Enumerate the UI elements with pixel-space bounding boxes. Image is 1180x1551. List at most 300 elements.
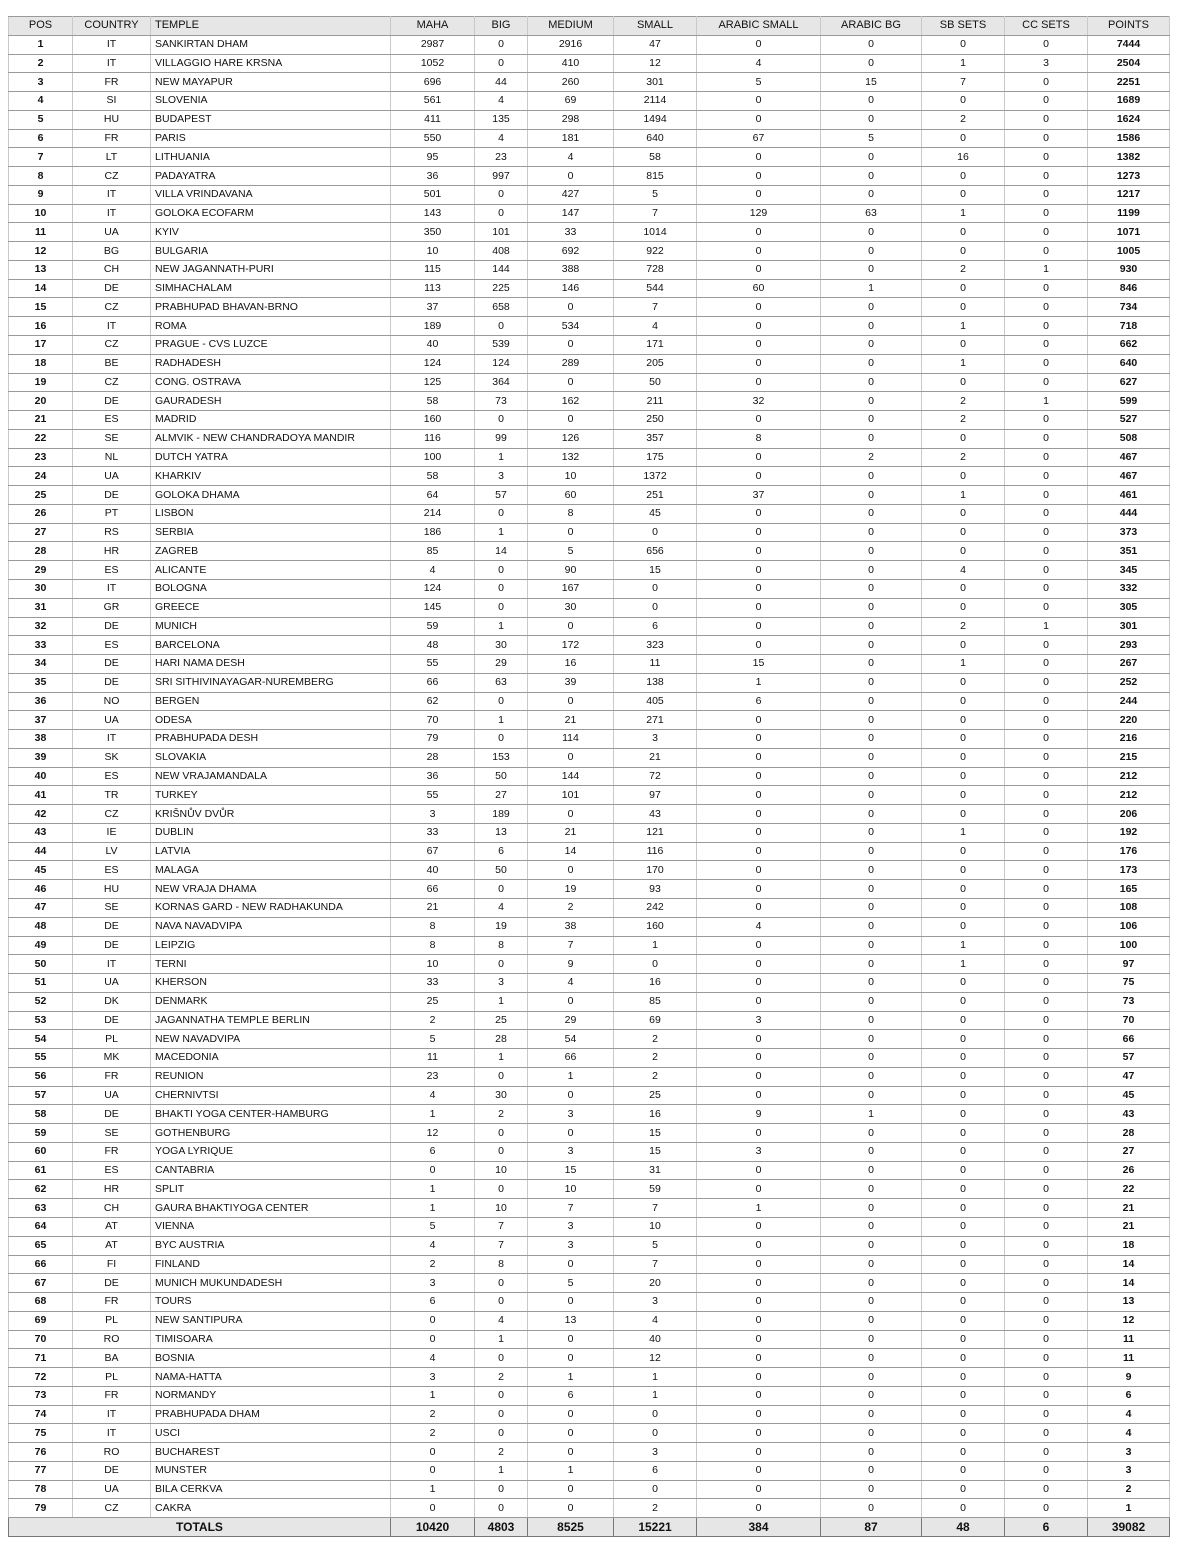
cell-big: 50 (475, 767, 528, 786)
cell-arabic-small: 4 (697, 917, 821, 936)
cell-cc-sets: 0 (1005, 992, 1088, 1011)
cell-points: 1382 (1088, 148, 1170, 167)
cell-pos: 5 (9, 110, 73, 129)
cell-pos: 70 (9, 1330, 73, 1349)
cell-country: FR (73, 1293, 151, 1312)
cell-big: 658 (475, 298, 528, 317)
cell-small: 0 (614, 1424, 697, 1443)
table-row (9, 748, 1170, 767)
cell-medium: 0 (528, 1424, 614, 1443)
cell-cc-sets: 0 (1005, 823, 1088, 842)
cell-temple: NEW VRAJAMANDALA (151, 767, 391, 786)
cell-maha: 124 (391, 354, 475, 373)
cell-maha: 8 (391, 936, 475, 955)
cell-arabic-bg: 0 (821, 1161, 922, 1180)
cell-pos: 14 (9, 279, 73, 298)
cell-small: 4 (614, 317, 697, 336)
cell-arabic-bg: 0 (821, 260, 922, 279)
cell-country: BG (73, 242, 151, 261)
table-row (9, 617, 1170, 636)
cell-country: SE (73, 1124, 151, 1143)
cell-arabic-bg: 0 (821, 486, 922, 505)
cell-temple: GREECE (151, 598, 391, 617)
cell-small: 116 (614, 842, 697, 861)
cell-arabic-bg: 63 (821, 204, 922, 223)
cell-country: SE (73, 429, 151, 448)
cell-big: 1 (475, 448, 528, 467)
total-sb-sets: 48 (922, 1518, 1005, 1537)
cell-country: CH (73, 1199, 151, 1218)
cell-maha: 2 (391, 1255, 475, 1274)
cell-big: 0 (475, 1142, 528, 1161)
cell-arabic-bg: 1 (821, 279, 922, 298)
cell-maha: 67 (391, 842, 475, 861)
cell-cc-sets: 0 (1005, 317, 1088, 336)
cell-medium: 0 (528, 1349, 614, 1368)
cell-arabic-small: 0 (697, 448, 821, 467)
cell-big: 1 (475, 617, 528, 636)
cell-medium: 0 (528, 1443, 614, 1462)
cell-pos: 29 (9, 561, 73, 580)
cell-cc-sets: 0 (1005, 223, 1088, 242)
cell-sb-sets: 0 (922, 1030, 1005, 1049)
cell-arabic-small: 0 (697, 411, 821, 430)
cell-sb-sets: 0 (922, 373, 1005, 392)
cell-arabic-bg: 0 (821, 1311, 922, 1330)
cell-big: 4 (475, 92, 528, 111)
table-row (9, 1030, 1170, 1049)
cell-medium: 0 (528, 1480, 614, 1499)
cell-medium: 5 (528, 542, 614, 561)
table-row (9, 974, 1170, 993)
cell-big: 3 (475, 467, 528, 486)
cell-maha: 55 (391, 786, 475, 805)
table-row (9, 486, 1170, 505)
cell-temple: KORNAS GARD - NEW RADHAKUNDA (151, 898, 391, 917)
cell-medium: 427 (528, 185, 614, 204)
cell-small: 25 (614, 1086, 697, 1105)
cell-arabic-small: 0 (697, 636, 821, 655)
cell-arabic-small: 0 (697, 110, 821, 129)
cell-cc-sets: 0 (1005, 110, 1088, 129)
cell-country: TR (73, 786, 151, 805)
cell-small: 16 (614, 1105, 697, 1124)
cell-country: MK (73, 1049, 151, 1068)
cell-small: 2 (614, 1049, 697, 1068)
cell-temple: KRIŠNŮV DVŮR (151, 805, 391, 824)
cell-country: DE (73, 1105, 151, 1124)
cell-points: 18 (1088, 1236, 1170, 1255)
cell-temple: PRABHUPADA DHAM (151, 1405, 391, 1424)
total-cc-sets: 6 (1005, 1518, 1088, 1537)
cell-maha: 40 (391, 336, 475, 355)
cell-pos: 47 (9, 898, 73, 917)
cell-temple: GAURA BHAKTIYOGA CENTER (151, 1199, 391, 1218)
cell-medium: 3 (528, 1142, 614, 1161)
cell-big: 0 (475, 1424, 528, 1443)
cell-maha: 2987 (391, 35, 475, 54)
cell-medium: 172 (528, 636, 614, 655)
cell-small: 160 (614, 917, 697, 936)
table-row (9, 523, 1170, 542)
cell-pos: 18 (9, 354, 73, 373)
cell-temple: CANTABRIA (151, 1161, 391, 1180)
cell-small: 0 (614, 598, 697, 617)
cell-points: 100 (1088, 936, 1170, 955)
cell-points: 461 (1088, 486, 1170, 505)
cell-small: 10 (614, 1218, 697, 1237)
cell-small: 21 (614, 748, 697, 767)
cell-points: 301 (1088, 617, 1170, 636)
table-row (9, 1255, 1170, 1274)
cell-medium: 7 (528, 936, 614, 955)
cell-sb-sets: 2 (922, 617, 1005, 636)
cell-pos: 23 (9, 448, 73, 467)
cell-big: 7 (475, 1218, 528, 1237)
cell-points: 21 (1088, 1199, 1170, 1218)
cell-arabic-small: 0 (697, 1180, 821, 1199)
cell-medium: 126 (528, 429, 614, 448)
cell-small: 301 (614, 73, 697, 92)
cell-medium: 4 (528, 974, 614, 993)
cell-big: 10 (475, 1199, 528, 1218)
table-row (9, 861, 1170, 880)
cell-temple: NEW NAVADVIPA (151, 1030, 391, 1049)
cell-medium: 388 (528, 260, 614, 279)
cell-maha: 2 (391, 1011, 475, 1030)
cell-pos: 77 (9, 1461, 73, 1480)
cell-maha: 160 (391, 411, 475, 430)
cell-pos: 69 (9, 1311, 73, 1330)
cell-maha: 186 (391, 523, 475, 542)
cell-maha: 145 (391, 598, 475, 617)
cell-arabic-small: 5 (697, 73, 821, 92)
table-row (9, 767, 1170, 786)
cell-medium: 147 (528, 204, 614, 223)
cell-arabic-bg: 0 (821, 504, 922, 523)
cell-big: 0 (475, 204, 528, 223)
cell-sb-sets: 1 (922, 354, 1005, 373)
cell-big: 0 (475, 1386, 528, 1405)
cell-cc-sets: 0 (1005, 336, 1088, 355)
cell-cc-sets: 0 (1005, 748, 1088, 767)
cell-sb-sets: 0 (922, 598, 1005, 617)
cell-arabic-small: 0 (697, 467, 821, 486)
cell-temple: BILA CERKVA (151, 1480, 391, 1499)
header-small: SMALL (614, 17, 697, 36)
cell-big: 189 (475, 805, 528, 824)
cell-points: 70 (1088, 1011, 1170, 1030)
cell-cc-sets: 0 (1005, 1293, 1088, 1312)
cell-medium: 162 (528, 392, 614, 411)
cell-big: 225 (475, 279, 528, 298)
cell-small: 12 (614, 54, 697, 73)
cell-pos: 11 (9, 223, 73, 242)
cell-arabic-small: 0 (697, 823, 821, 842)
cell-temple: KYIV (151, 223, 391, 242)
cell-country: DE (73, 936, 151, 955)
table-row (9, 692, 1170, 711)
cell-pos: 64 (9, 1218, 73, 1237)
cell-pos: 51 (9, 974, 73, 993)
cell-medium: 146 (528, 279, 614, 298)
cell-arabic-bg: 0 (821, 655, 922, 674)
cell-country: DE (73, 1011, 151, 1030)
cell-pos: 48 (9, 917, 73, 936)
cell-small: 405 (614, 692, 697, 711)
cell-arabic-small: 1 (697, 1199, 821, 1218)
cell-arabic-bg: 0 (821, 148, 922, 167)
cell-big: 0 (475, 561, 528, 580)
cell-pos: 72 (9, 1368, 73, 1387)
cell-sb-sets: 1 (922, 54, 1005, 73)
cell-small: 1 (614, 1368, 697, 1387)
cell-sb-sets: 0 (922, 336, 1005, 355)
cell-small: 171 (614, 336, 697, 355)
cell-medium: 0 (528, 336, 614, 355)
cell-country: ES (73, 767, 151, 786)
cell-sb-sets: 0 (922, 242, 1005, 261)
cell-cc-sets: 0 (1005, 542, 1088, 561)
cell-medium: 410 (528, 54, 614, 73)
cell-small: 11 (614, 655, 697, 674)
cell-sb-sets: 0 (922, 467, 1005, 486)
cell-small: 357 (614, 429, 697, 448)
cell-arabic-bg: 0 (821, 1443, 922, 1462)
cell-medium: 6 (528, 1386, 614, 1405)
cell-small: 0 (614, 523, 697, 542)
table-header-row (9, 17, 1170, 36)
cell-arabic-small: 0 (697, 786, 821, 805)
cell-arabic-small: 32 (697, 392, 821, 411)
cell-big: 25 (475, 1011, 528, 1030)
cell-maha: 40 (391, 861, 475, 880)
cell-points: 206 (1088, 805, 1170, 824)
cell-medium: 260 (528, 73, 614, 92)
cell-arabic-small: 0 (697, 955, 821, 974)
cell-arabic-small: 0 (697, 974, 821, 993)
cell-arabic-bg: 0 (821, 805, 922, 824)
cell-big: 364 (475, 373, 528, 392)
cell-country: IT (73, 1405, 151, 1424)
cell-temple: ZAGREB (151, 542, 391, 561)
cell-arabic-small: 37 (697, 486, 821, 505)
cell-country: UA (73, 1480, 151, 1499)
cell-small: 6 (614, 1461, 697, 1480)
cell-sb-sets: 0 (922, 129, 1005, 148)
cell-arabic-small: 0 (697, 1124, 821, 1143)
cell-big: 19 (475, 917, 528, 936)
cell-temple: NORMANDY (151, 1386, 391, 1405)
cell-small: 0 (614, 955, 697, 974)
cell-cc-sets: 0 (1005, 92, 1088, 111)
cell-cc-sets: 0 (1005, 1180, 1088, 1199)
cell-big: 4 (475, 898, 528, 917)
cell-pos: 49 (9, 936, 73, 955)
cell-cc-sets: 0 (1005, 1274, 1088, 1293)
cell-country: CZ (73, 167, 151, 186)
cell-medium: 0 (528, 167, 614, 186)
cell-pos: 20 (9, 392, 73, 411)
cell-sb-sets: 0 (922, 974, 1005, 993)
table-row (9, 1011, 1170, 1030)
cell-maha: 10 (391, 242, 475, 261)
cell-arabic-small: 0 (697, 561, 821, 580)
cell-sb-sets: 0 (922, 1274, 1005, 1293)
cell-maha: 21 (391, 898, 475, 917)
cell-country: DE (73, 486, 151, 505)
cell-arabic-bg: 0 (821, 955, 922, 974)
cell-medium: 0 (528, 861, 614, 880)
cell-points: 73 (1088, 992, 1170, 1011)
cell-medium: 167 (528, 579, 614, 598)
cell-arabic-small: 1 (697, 673, 821, 692)
table-body (9, 35, 1170, 1517)
cell-medium: 10 (528, 467, 614, 486)
cell-sb-sets: 0 (922, 223, 1005, 242)
cell-cc-sets: 0 (1005, 579, 1088, 598)
table-row (9, 1218, 1170, 1237)
cell-arabic-small: 67 (697, 129, 821, 148)
cell-points: 3 (1088, 1461, 1170, 1480)
cell-sb-sets: 0 (922, 279, 1005, 298)
cell-arabic-bg: 0 (821, 317, 922, 336)
cell-temple: LITHUANIA (151, 148, 391, 167)
cell-pos: 24 (9, 467, 73, 486)
cell-arabic-small: 0 (697, 598, 821, 617)
cell-big: 0 (475, 880, 528, 899)
cell-maha: 1 (391, 1105, 475, 1124)
cell-small: 31 (614, 1161, 697, 1180)
cell-pos: 17 (9, 336, 73, 355)
cell-arabic-bg: 0 (821, 185, 922, 204)
cell-arabic-bg: 0 (821, 54, 922, 73)
cell-sb-sets: 0 (922, 35, 1005, 54)
cell-points: 3 (1088, 1443, 1170, 1462)
cell-sb-sets: 0 (922, 711, 1005, 730)
cell-maha: 214 (391, 504, 475, 523)
table-row (9, 185, 1170, 204)
cell-temple: ROMA (151, 317, 391, 336)
cell-temple: BHAKTI YOGA CENTER-HAMBURG (151, 1105, 391, 1124)
table-row (9, 448, 1170, 467)
cell-maha: 1 (391, 1480, 475, 1499)
cell-arabic-bg: 15 (821, 73, 922, 92)
cell-big: 0 (475, 730, 528, 749)
cell-temple: PRAGUE - CVS LUZCE (151, 336, 391, 355)
cell-pos: 4 (9, 92, 73, 111)
table-row (9, 504, 1170, 523)
cell-cc-sets: 0 (1005, 842, 1088, 861)
cell-points: 1586 (1088, 129, 1170, 148)
cell-points: 28 (1088, 1124, 1170, 1143)
cell-small: 12 (614, 1349, 697, 1368)
cell-country: PT (73, 504, 151, 523)
cell-small: 170 (614, 861, 697, 880)
cell-arabic-small: 0 (697, 1443, 821, 1462)
cell-small: 72 (614, 767, 697, 786)
cell-temple: NEW MAYAPUR (151, 73, 391, 92)
cell-country: IT (73, 35, 151, 54)
cell-big: 50 (475, 861, 528, 880)
cell-temple: YOGA LYRIQUE (151, 1142, 391, 1161)
cell-maha: 4 (391, 561, 475, 580)
cell-arabic-bg: 0 (821, 1293, 922, 1312)
cell-arabic-bg: 0 (821, 1142, 922, 1161)
cell-points: 11 (1088, 1349, 1170, 1368)
cell-cc-sets: 0 (1005, 1011, 1088, 1030)
cell-small: 58 (614, 148, 697, 167)
cell-medium: 0 (528, 298, 614, 317)
cell-points: 846 (1088, 279, 1170, 298)
cell-country: FR (73, 1142, 151, 1161)
cell-pos: 21 (9, 411, 73, 430)
cell-big: 0 (475, 579, 528, 598)
cell-pos: 50 (9, 955, 73, 974)
cell-small: 656 (614, 542, 697, 561)
cell-country: DE (73, 392, 151, 411)
cell-pos: 45 (9, 861, 73, 880)
cell-country: IT (73, 54, 151, 73)
cell-small: 93 (614, 880, 697, 899)
cell-temple: BYC AUSTRIA (151, 1236, 391, 1255)
cell-country: IT (73, 579, 151, 598)
cell-maha: 62 (391, 692, 475, 711)
cell-country: UA (73, 467, 151, 486)
cell-points: 75 (1088, 974, 1170, 993)
cell-cc-sets: 0 (1005, 692, 1088, 711)
table-row (9, 35, 1170, 54)
cell-cc-sets: 0 (1005, 373, 1088, 392)
cell-points: 373 (1088, 523, 1170, 542)
table-row (9, 223, 1170, 242)
cell-pos: 1 (9, 35, 73, 54)
cell-pos: 12 (9, 242, 73, 261)
cell-pos: 41 (9, 786, 73, 805)
cell-cc-sets: 0 (1005, 636, 1088, 655)
cell-small: 3 (614, 1443, 697, 1462)
cell-cc-sets: 0 (1005, 148, 1088, 167)
cell-sb-sets: 2 (922, 110, 1005, 129)
cell-big: 30 (475, 1086, 528, 1105)
cell-points: 1689 (1088, 92, 1170, 111)
cell-temple: TERNI (151, 955, 391, 974)
cell-arabic-bg: 0 (821, 354, 922, 373)
cell-medium: 298 (528, 110, 614, 129)
cell-cc-sets: 0 (1005, 523, 1088, 542)
cell-medium: 144 (528, 767, 614, 786)
cell-big: 57 (475, 486, 528, 505)
cell-arabic-small: 0 (697, 1368, 821, 1387)
cell-arabic-bg: 0 (821, 1255, 922, 1274)
cell-cc-sets: 0 (1005, 1386, 1088, 1405)
cell-points: 176 (1088, 842, 1170, 861)
cell-cc-sets: 0 (1005, 73, 1088, 92)
cell-arabic-bg: 0 (821, 1349, 922, 1368)
header-medium: MEDIUM (528, 17, 614, 36)
cell-arabic-small: 129 (697, 204, 821, 223)
cell-small: 1372 (614, 467, 697, 486)
cell-small: 5 (614, 1236, 697, 1255)
cell-country: ES (73, 861, 151, 880)
cell-big: 0 (475, 1349, 528, 1368)
cell-sb-sets: 0 (922, 1255, 1005, 1274)
cell-points: 267 (1088, 655, 1170, 674)
cell-big: 7 (475, 1236, 528, 1255)
table-row (9, 898, 1170, 917)
cell-maha: 12 (391, 1124, 475, 1143)
cell-maha: 8 (391, 917, 475, 936)
